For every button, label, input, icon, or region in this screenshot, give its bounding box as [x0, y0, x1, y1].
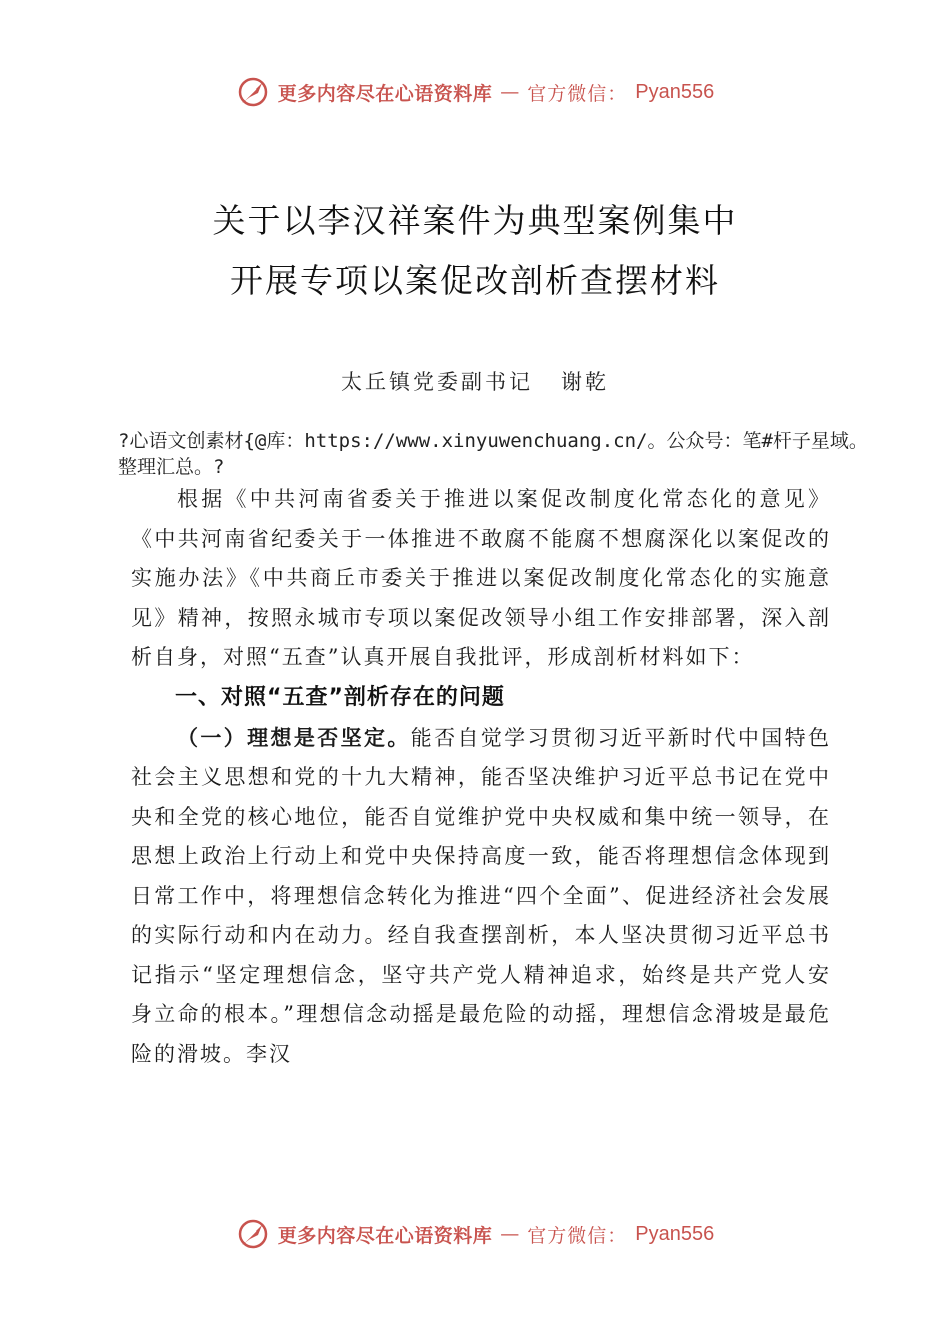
banner-dash: —	[500, 1223, 520, 1245]
source-note: ?心语文创素材{@库：https://www.xinyuwenchuang.cn/。公众号：笔#杆子星域。整理汇总。?	[118, 430, 868, 478]
section-heading: 一、对照“五查”剖析存在的问题	[175, 684, 505, 710]
wechat-label: 官方微信：	[527, 82, 628, 105]
library-promo-text: 更多内容尽在心语资料库	[277, 82, 493, 105]
subsection-body: 能否自觉学习贯彻习近平新时代中国特色社会主义思想和党的十九大精神，能否坚决维护习近平总书记在党中央和全党的核心地位，能否自觉维护党中央权威和集中统一领导，在思想上政治上行动上和党中央保持高度一致，能否将理想信念体现到日常工作中，将理想信念转化为推进“四个全面”、促进经济社会发展的实际行动和内在动力。经自我查摆剖析，本人坚决贯彻习近平总书记指示“坚定理想信念，坚守共产党人精神追求，始终是共产党人安身立命的根本。”理想信念动摇是最危险的动摇，理想信念滑坡是最危险的滑坡。李汉	[131, 725, 831, 1066]
intro-paragraph: 根据《中共河南省委关于推进以案促改制度化常态化的意见》《中共河南省纪委关于一体推进不敢腐不能腐不想腐深化以案促改的实施办法》《中共商丘市委关于推进以案促改制度化常态化的实施意见》精神，按照永城市专项以案促改领导小组工作安排部署，深入剖析自身，对照“五查”认真开展自我批评，形成剖析材料如下：	[131, 487, 831, 669]
banner-dash: —	[500, 81, 520, 103]
author-line	[0, 366, 950, 396]
library-promo-text: 更多内容尽在心语资料库	[277, 1224, 493, 1247]
footer-banner	[0, 1214, 950, 1254]
subsection-paragraph	[131, 718, 831, 1075]
author-position: 太丘镇党委副书记	[341, 370, 533, 394]
wechat-id: Pyan556	[635, 1222, 715, 1245]
quill-logo-icon	[236, 75, 270, 109]
wechat-id: Pyan556	[635, 80, 715, 103]
document-title-line-2: 开展专项以案促改剖析查摆材料	[230, 261, 720, 300]
document-body	[131, 480, 831, 1074]
quill-logo-icon	[236, 1217, 270, 1251]
header-banner	[0, 72, 950, 112]
subsection-lead: （一）理想是否坚定。	[177, 724, 411, 750]
wechat-label: 官方微信：	[527, 1224, 628, 1247]
document-title-line-1: 关于以李汉祥案件为典型案例集中	[212, 201, 738, 240]
author-name: 谢乾	[561, 370, 609, 394]
